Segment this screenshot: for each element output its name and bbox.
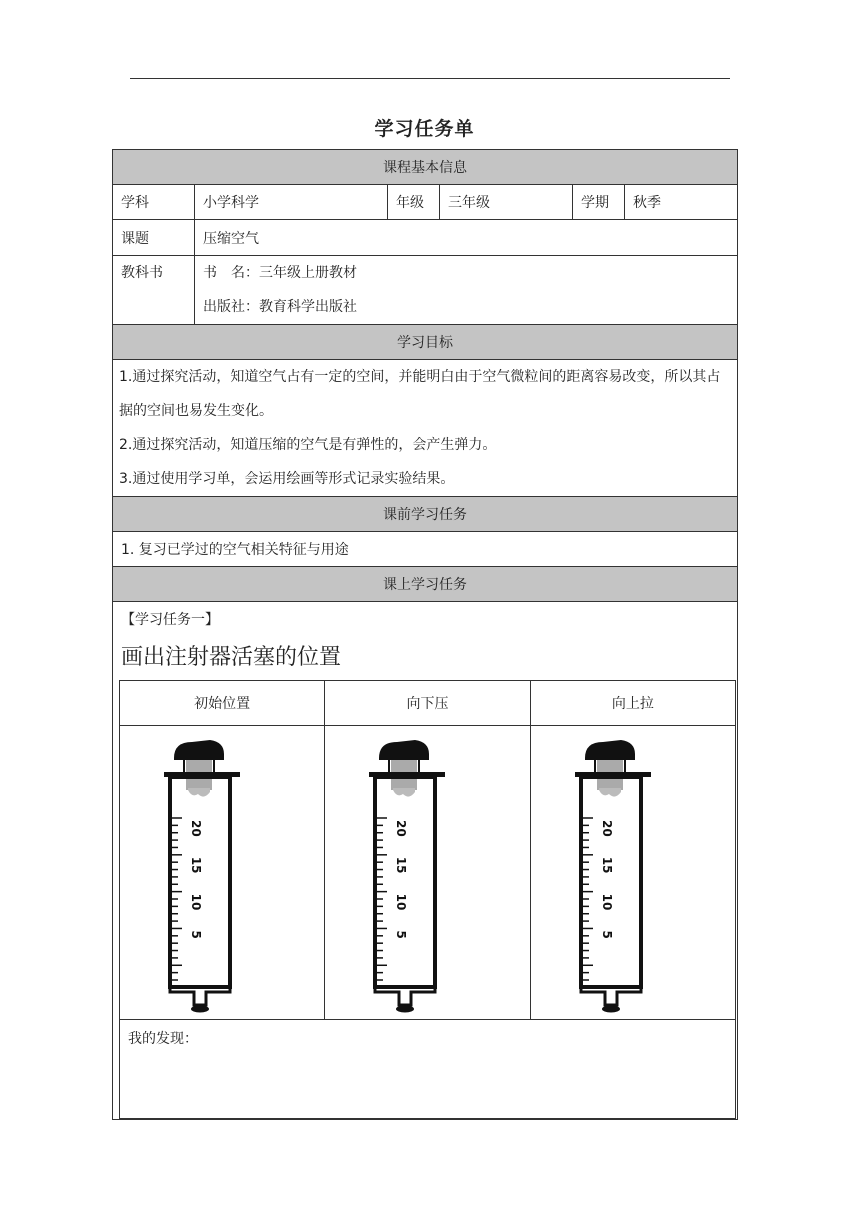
- scale-label: 5: [394, 930, 409, 939]
- header-rule: [130, 78, 730, 79]
- nozzle: [375, 987, 435, 1005]
- needle-tip: [191, 1006, 209, 1013]
- task-heading: 画出注射器活塞的位置: [121, 645, 342, 670]
- objective-item: 1.通过探究活动，知道空气占有一定的空间，并能明白由于空气微粒间的距离容易改变，所以其占据的空间也易发生变化。: [119, 369, 721, 419]
- term-label: 学期: [573, 185, 625, 220]
- scale-label: 5: [189, 930, 204, 939]
- term-value: 秋季: [625, 185, 738, 220]
- objectives-list: [113, 360, 738, 497]
- document-title: 学习任务单: [374, 118, 475, 140]
- air-puff: [188, 788, 210, 797]
- scale-label: 15: [189, 856, 204, 874]
- objectives-header: 学习目标: [113, 325, 738, 360]
- book-name-line: 书 名：三年级上册教材: [203, 265, 357, 281]
- scale-label: 15: [394, 856, 409, 874]
- syringe-initial-cell: [120, 726, 325, 1020]
- objective-item: 3.通过使用学习单，会运用绘画等形式记录实验结果。: [119, 471, 455, 487]
- nozzle: [581, 987, 641, 1005]
- column-initial: 初始位置: [120, 681, 325, 726]
- task-label: 【学习任务一】: [121, 612, 219, 628]
- barrel: [375, 777, 435, 987]
- objective-item: 2.通过探究活动，知道压缩的空气是有弹性的，会产生弹力。: [119, 437, 497, 453]
- syringe-icon: [573, 730, 693, 1015]
- scale-label: 20: [189, 820, 204, 837]
- scale-label: 10: [394, 893, 409, 911]
- plunger-knob: [379, 740, 429, 760]
- needle-tip: [602, 1006, 620, 1013]
- syringe-pull-cell: [530, 726, 735, 1020]
- subject-value: 小学科学: [195, 185, 388, 220]
- syringe-table: [119, 680, 736, 1119]
- column-pull-up: 向上拉: [530, 681, 735, 726]
- syringe-icon: [162, 730, 282, 1015]
- in-class-header: 课上学习任务: [113, 567, 738, 602]
- scale-label: 10: [599, 893, 614, 911]
- finding-area[interactable]: [120, 1020, 736, 1119]
- subject-label: 学科: [113, 185, 195, 220]
- scale-label: 20: [599, 820, 614, 837]
- pre-class-item: 1. 复习已学过的空气相关特征与用途: [113, 532, 738, 567]
- air-puff: [393, 788, 415, 797]
- air-puff: [599, 788, 621, 797]
- topic-value: 压缩空气: [195, 220, 738, 256]
- pre-class-header: 课前学习任务: [113, 497, 738, 532]
- course-info-header: 课程基本信息: [113, 150, 738, 185]
- needle-tip: [396, 1006, 414, 1013]
- barrel: [581, 777, 641, 987]
- textbook-label: 教科书: [113, 256, 195, 325]
- task-one-cell: [113, 602, 738, 1120]
- syringe-icon: [367, 730, 487, 1015]
- plunger-knob: [585, 740, 635, 760]
- task-sheet-table: [112, 149, 738, 1120]
- publisher-line: 出版社：教育科学出版社: [203, 299, 357, 315]
- scale-label: 5: [599, 930, 614, 939]
- textbook-info: [195, 256, 738, 325]
- scale-label: 20: [394, 820, 409, 837]
- barrel: [170, 777, 230, 987]
- column-push-down: 向下压: [325, 681, 530, 726]
- nozzle: [170, 987, 230, 1005]
- syringe-push-cell: [325, 726, 530, 1020]
- grade-label: 年级: [388, 185, 440, 220]
- finding-label: 我的发现：: [128, 1031, 198, 1047]
- scale-label: 15: [599, 856, 614, 874]
- topic-label: 课题: [113, 220, 195, 256]
- grade-value: 三年级: [440, 185, 573, 220]
- plunger-knob: [174, 740, 224, 760]
- scale-label: 10: [189, 893, 204, 911]
